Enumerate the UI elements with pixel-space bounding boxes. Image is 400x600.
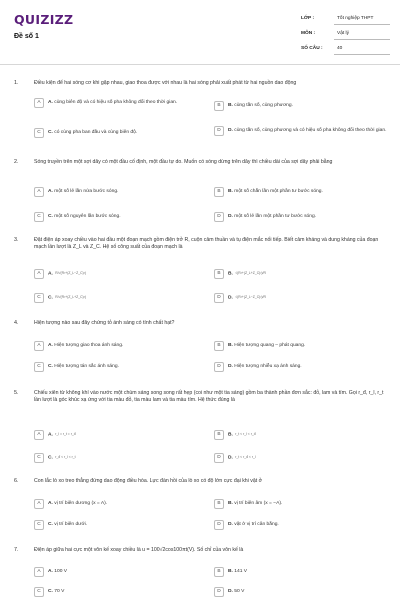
option-text: Hiện tượng nhiễu xạ ánh sáng. [234, 363, 302, 369]
question-text: Con lắc lò xo treo thẳng đứng dao động điều hòa. Lực đàn hồi của lò xo có độ lớn cực đại khi vật ở [34, 478, 263, 484]
class-label: LỚP : [301, 16, 315, 21]
worksheet-header [0, 0, 400, 66]
option-letter-box: D [214, 362, 224, 372]
option-letter-box: A [34, 187, 44, 197]
option-text: Hiện tượng quang – phát quang. [234, 342, 306, 348]
option-letter-box: C [34, 362, 44, 372]
count-value: 40 [337, 46, 343, 51]
subject-label: MÔN : [301, 31, 316, 36]
question-number: 4. [14, 320, 19, 326]
option-c[interactable]: C C. một số nguyên lần bước sóng. [34, 212, 209, 222]
question-number: 1. [14, 80, 19, 86]
option-d[interactable]: D D. một số lẻ lần một phần tư bước sóng. [214, 212, 392, 222]
option-b[interactable]: B B. √(R²+(Z_L+Z_C)²)/R [214, 269, 392, 279]
option-letter-box: A [34, 499, 44, 509]
option-text: vị trí biên dưới. [54, 521, 88, 527]
question-text: Hiện tượng nào sau đây chứng tỏ ánh sáng có tính chất hạt? [34, 320, 175, 326]
option-letter-box: C [34, 293, 44, 303]
option-letter-box: D [214, 453, 224, 463]
question-text: Điều kiện để hai sóng cơ khi gặp nhau, giao thoa được với nhau là hai sóng phải xuất phát từ hai nguồn dao động [34, 80, 297, 86]
option-text: một số chẵn lần một phần tư bước sóng. [234, 188, 323, 194]
option-b[interactable]: B B. cùng tần số, cùng phương. [214, 101, 392, 111]
option-text: Hiện tượng tán sắc ánh sáng. [54, 363, 119, 369]
question-number: 3. [14, 237, 19, 243]
option-a[interactable]: A A. r_l = r_t = r_đ [34, 430, 209, 440]
option-b[interactable]: B B. r_t < r_l < r_đ [214, 430, 392, 440]
question-text: Điện áp giữa hai cực một vôn kế xoay chiều là u = 100√2cos100πt(V). Số chỉ của vôn kế là [34, 547, 244, 553]
option-letter-box: A [34, 341, 44, 351]
option-text: Hiện tượng giao thoa ánh sáng. [54, 342, 124, 348]
option-letter-box: D [214, 520, 224, 530]
option-text: 141 V [234, 568, 248, 574]
option-text: một số lẻ lần một phần tư bước sóng. [234, 213, 317, 219]
option-c[interactable]: C C. 70 V [34, 587, 209, 597]
option-d[interactable]: D D. cùng tần số, cùng phương và có hiệu số pha không đổi theo thời gian. [214, 126, 392, 136]
option-letter-box: B [214, 341, 224, 351]
option-letter-box: C [34, 128, 44, 138]
subject-underline [334, 39, 390, 40]
formula-text: √(R²+(Z_L+Z_C)²)/R [235, 270, 266, 275]
formula-text: r_l = r_t = r_đ [55, 431, 76, 436]
option-a[interactable]: A A. R/√(R²+(Z_L−Z_C)²) [34, 269, 209, 279]
class-value: Tốt nghiệp THPT [337, 16, 374, 21]
question-number: 7. [14, 547, 19, 553]
option-letter-box: B [214, 187, 224, 197]
formula-text: R/√(R²+(Z_L+Z_C)²) [55, 294, 86, 299]
option-letter-box: A [34, 98, 44, 108]
count-underline [334, 54, 390, 55]
option-a[interactable]: A A. cùng biên độ và có hiệu số pha không đổi theo thời gian. [34, 98, 209, 108]
option-text: có cùng pha ban đầu và cùng biên độ. [54, 129, 138, 135]
document-title: Đề số 1 [14, 33, 39, 40]
formula-text: r_t < r_đ < r_l [235, 454, 256, 459]
option-a[interactable]: A A. 100 V [34, 567, 209, 577]
option-text: 70 V [54, 588, 65, 594]
option-letter-box: A [34, 567, 44, 577]
option-b[interactable]: B B. vị trí biên âm (x = −A). [214, 499, 392, 509]
option-text: 50 V [234, 588, 245, 594]
option-letter-box: A [34, 430, 44, 440]
formula-text: √(R²+(Z_L−Z_C)²)/R [235, 294, 266, 299]
class-underline [334, 24, 390, 25]
header-divider [0, 64, 400, 65]
subject-value: Vật lý [337, 31, 349, 36]
option-text: cùng tần số, cùng phương. [234, 102, 293, 108]
option-b[interactable]: B B. Hiện tượng quang – phát quang. [214, 341, 392, 351]
question-text: Đặt điện áp xoay chiều vào hai đầu một đoạn mạch gồm điện trở R, cuộn cảm thuần và tụ điện mắc nối tiếp. Biết cảm kháng và dung kháng của đoạn mạch lần lượt là Z_L và Z_C. Hệ số công suất của đoạn mạch là [34, 237, 379, 251]
option-d[interactable]: D D. vật ở vị trí cân bằng. [214, 520, 392, 530]
option-letter-box: C [34, 520, 44, 530]
option-letter-box: B [214, 101, 224, 111]
option-letter-box: B [214, 269, 224, 279]
option-c[interactable]: C C. r_đ < r_l < r_t [34, 453, 209, 463]
option-letter-box: D [214, 587, 224, 597]
option-text: vị trí biên âm (x = −A). [234, 500, 283, 506]
question-number: 6. [14, 478, 19, 484]
option-text: cùng biên độ và có hiệu số pha không đổi theo thời gian. [54, 99, 178, 105]
option-d[interactable]: D D. Hiện tượng nhiễu xạ ánh sáng. [214, 362, 392, 372]
option-text: vật ở vị trí cân bằng. [234, 521, 279, 527]
option-text: một số nguyên lần bước sóng. [54, 213, 121, 219]
option-letter-box: D [214, 126, 224, 136]
option-a[interactable]: A A. vị trí biên dương (x = A). [34, 499, 209, 509]
option-letter-box: C [34, 212, 44, 222]
option-letter-box: D [214, 212, 224, 222]
option-d[interactable]: D D. 50 V [214, 587, 392, 597]
option-text: 100 V [54, 568, 68, 574]
option-text: một số lẻ lần nửa bước sóng. [54, 188, 119, 194]
option-a[interactable]: A A. Hiện tượng giao thoa ánh sáng. [34, 341, 209, 351]
count-label: SỐ CÂU : [301, 46, 323, 51]
option-c[interactable]: C C. có cùng pha ban đầu và cùng biên độ. [34, 128, 209, 138]
option-a[interactable]: A A. một số lẻ lần nửa bước sóng. [34, 187, 209, 197]
option-b[interactable]: B B. một số chẵn lần một phần tư bước sóng. [214, 187, 392, 197]
option-letter-box: C [34, 587, 44, 597]
question-text: Sóng truyền trên một sợi dây có một đầu cố định, một đầu tự do. Muốn có sóng dừng trên dây thì chiều dài của sợi dây phải bằng [34, 159, 333, 165]
option-letter-box: B [214, 567, 224, 577]
formula-text: R/√(R²+(Z_L−Z_C)²) [55, 270, 86, 275]
option-letter-box: A [34, 269, 44, 279]
quizizz-logo: QUIZIZZ [14, 12, 74, 27]
option-letter-box: B [214, 430, 224, 440]
option-d[interactable]: D D. r_t < r_đ < r_l [214, 453, 392, 463]
option-letter-box: D [214, 293, 224, 303]
question-number: 2. [14, 159, 19, 165]
formula-text: r_đ < r_l < r_t [55, 454, 76, 459]
option-letter-box: C [34, 453, 44, 463]
option-letter-box: B [214, 499, 224, 509]
option-text: vị trí biên dương (x = A). [54, 500, 108, 506]
question-number: 5. [14, 390, 19, 396]
option-c[interactable]: C C. vị trí biên dưới. [34, 520, 209, 530]
formula-text: r_t < r_l < r_đ [235, 431, 256, 436]
option-d[interactable]: D D. √(R²+(Z_L−Z_C)²)/R [214, 293, 392, 303]
option-c[interactable]: C C. R/√(R²+(Z_L+Z_C)²) [34, 293, 209, 303]
question-text: Chiếu xiên từ không khí vào nước một chùm sáng song song rất hẹp (coi như một tia sáng) gồm ba thành phần đơn sắc: đỏ, lam và tím. Gọi r_đ, r_l, r_t lần lượt là góc khúc xạ ứng với tia màu đỏ, tia màu lam và tia màu tím. Hệ thức đúng là [34, 390, 384, 404]
option-c[interactable]: C C. Hiện tượng tán sắc ánh sáng. [34, 362, 209, 372]
option-b[interactable]: B B. 141 V [214, 567, 392, 577]
option-text: cùng tần số, cùng phương và có hiệu số pha không đổi theo thời gian. [234, 127, 387, 133]
